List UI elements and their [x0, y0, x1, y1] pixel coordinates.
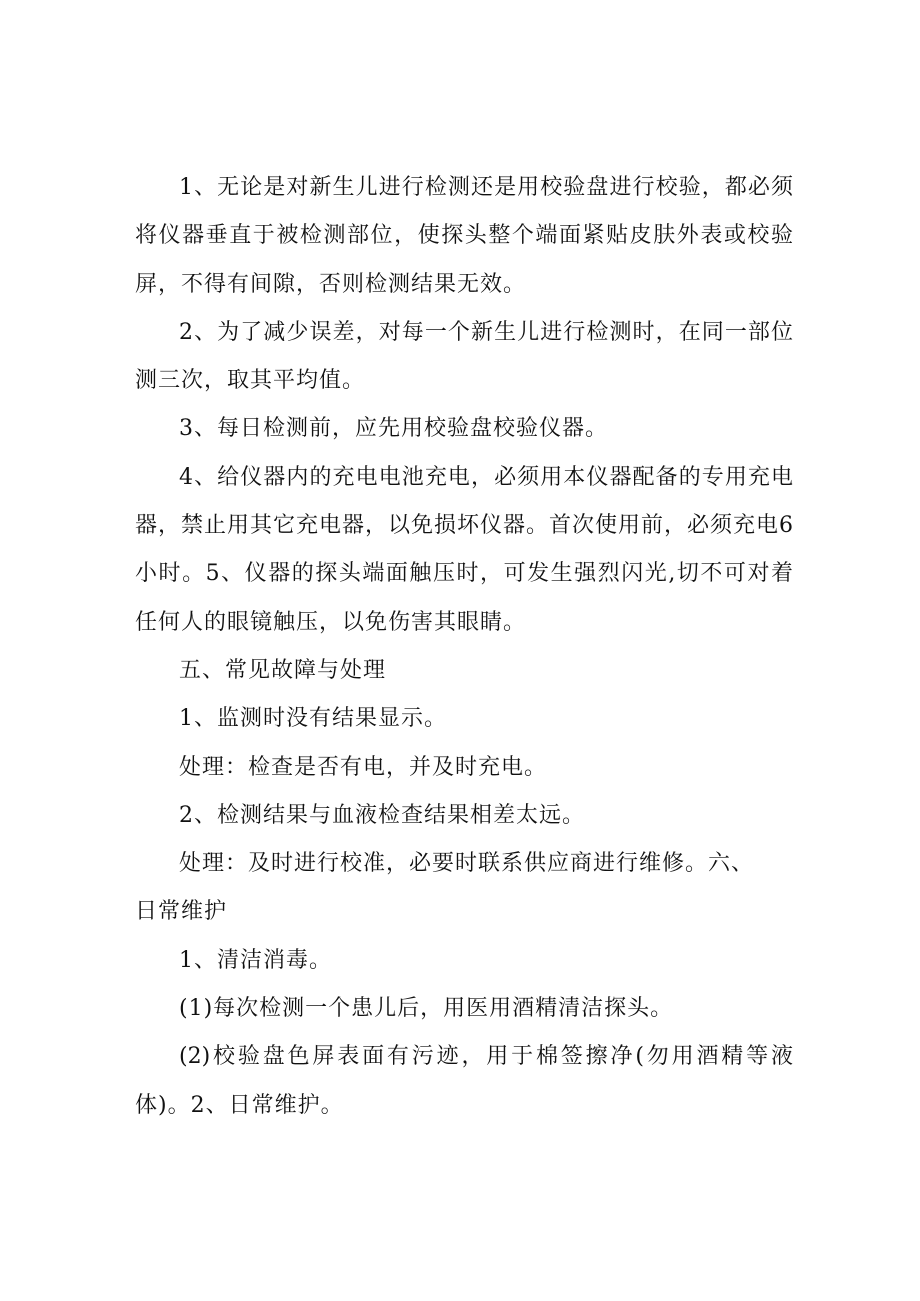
paragraph-line: 3、每日检测前，应先用校验盘校验仪器。 — [179, 416, 608, 442]
paragraph-line: 处理：及时进行校准，必要时联系供应商进行维修。六、 — [179, 851, 755, 877]
paragraph-line: (1)每次检测一个患儿后，用医用酒精清洁探头。 — [179, 996, 674, 1022]
paragraph-2 — [135, 309, 793, 406]
paragraph-line: 1、监测时没有结果显示。 — [179, 706, 447, 732]
section-heading-troubleshooting — [135, 647, 793, 695]
paragraph-line: 1、清洁消毒。 — [179, 947, 332, 973]
paragraph-line: 将仪器垂直于被检测部位，使探头整个端面紧贴皮肤外表或校验 — [135, 223, 793, 249]
maintenance-subitem-1 — [135, 985, 793, 1033]
paragraph-line: (2)校验盘色屏表面有污迹，用于棉签擦净(勿用酒精等液 — [179, 1044, 793, 1070]
paragraph-line: 器，禁止用其它充电器，以免损坏仪器。首次使用前，必须充电6 — [135, 513, 793, 539]
fault-item-1 — [135, 695, 793, 743]
paragraph-1 — [135, 164, 793, 309]
paragraph-line: 处理：检查是否有电，并及时充电。 — [179, 754, 548, 780]
fault-solution-2 — [135, 840, 793, 937]
paragraph-line: 1、无论是对新生儿进行检测还是用校验盘进行校验，都必须 — [179, 175, 793, 200]
paragraph-line: 体)。2、日常维护。 — [135, 1092, 344, 1118]
paragraph-line: 测三次，取其平均值。 — [135, 368, 366, 394]
document-body — [135, 164, 793, 1130]
paragraph-line: 小时。5、仪器的探头端面触压时，可发生强烈闪光,切不可对着 — [135, 561, 793, 587]
paragraph-line: 日常维护 — [135, 899, 228, 925]
paragraph-line: 4、给仪器内的充电电池充电，必须用本仪器配备的专用充电 — [179, 464, 793, 490]
paragraph-line: 2、为了减少误差，对每一个新生儿进行检测时，在同一部位 — [179, 319, 793, 345]
paragraph-4 — [135, 454, 793, 647]
section-heading: 五、常见故障与处理 — [179, 657, 387, 683]
maintenance-subitem-2 — [135, 1033, 793, 1130]
paragraph-3 — [135, 405, 793, 453]
fault-solution-1 — [135, 744, 793, 792]
maintenance-item-1 — [135, 937, 793, 985]
paragraph-line: 2、检测结果与血液检查结果相差太远。 — [179, 802, 585, 828]
paragraph-line: 屏，不得有间隙，否则检测结果无效。 — [135, 271, 527, 297]
fault-item-2 — [135, 792, 793, 840]
paragraph-line: 任何人的眼镜触压，以免伤害其眼睛。 — [135, 609, 527, 635]
